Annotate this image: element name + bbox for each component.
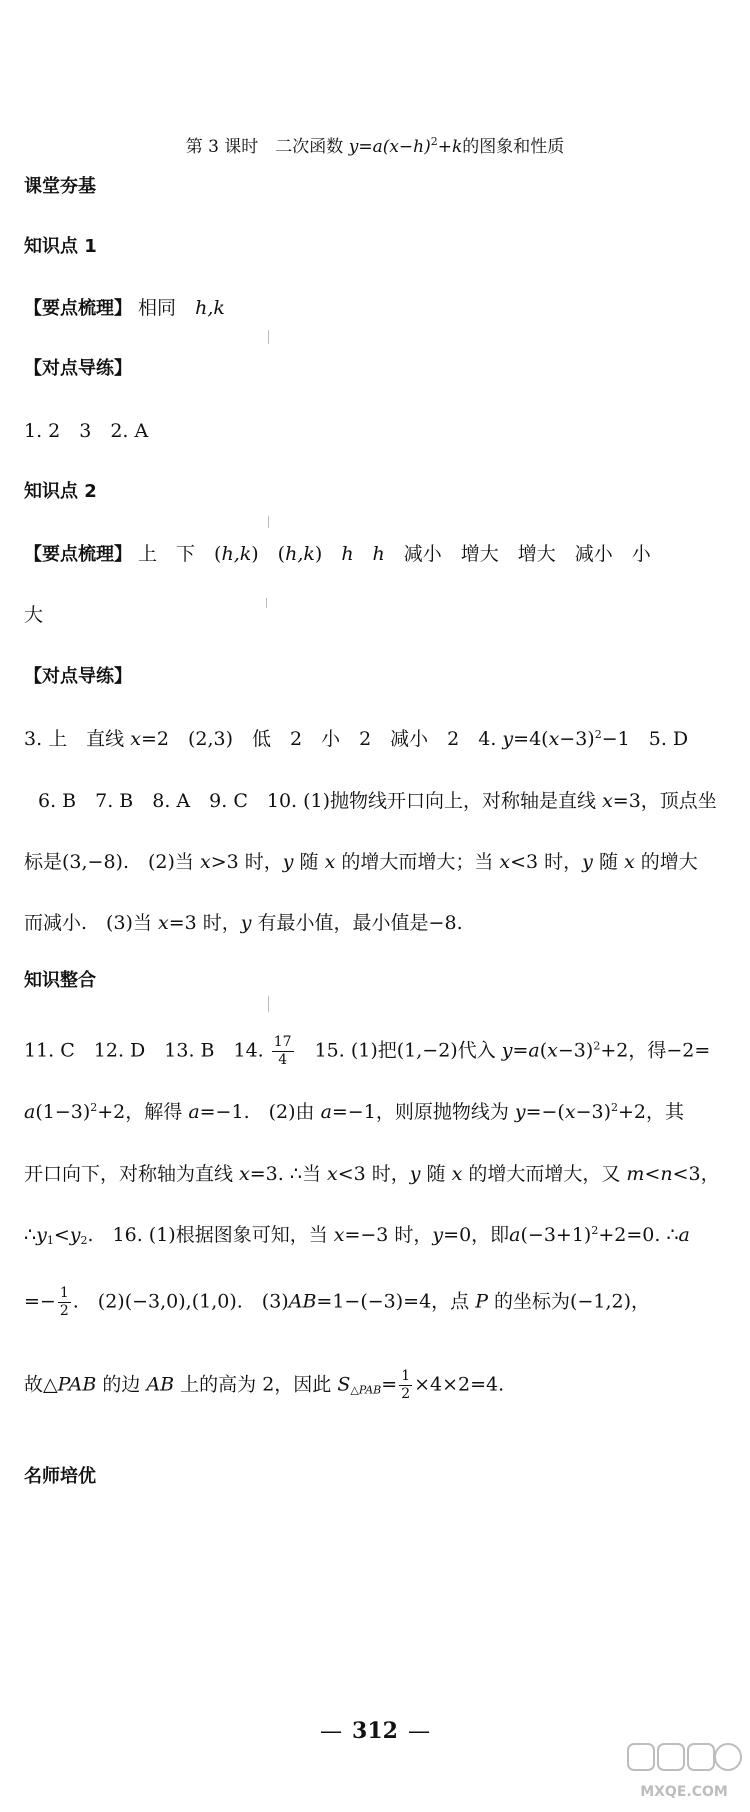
t: x (451, 1163, 463, 1185)
t: 的边 (96, 1373, 147, 1396)
t: +2，解得 (97, 1101, 189, 1123)
summary-label: 【要点梳理】 (24, 298, 132, 319)
kp1-answers: 1. 2 3 2. A (24, 420, 149, 442)
kp2-b: h,k (221, 543, 252, 565)
kp2-d: h,k (285, 543, 315, 565)
t: =3. ∴当 (249, 1163, 327, 1185)
t: 3. 上 直线 (24, 728, 131, 750)
answers-line-15-2 (24, 1097, 684, 1127)
t: = (512, 1039, 529, 1062)
t: y (69, 1224, 81, 1246)
t: 而减小. (3)当 (24, 912, 158, 934)
t: y (409, 1163, 421, 1185)
kp2-c: ) ( (251, 543, 286, 565)
t: a (509, 1224, 521, 1246)
t: AB (288, 1290, 317, 1313)
t: 11. C 12. D 13. B 14. (24, 1039, 270, 1062)
answers-line-6 (38, 786, 717, 816)
page-number-value: 312 (352, 1718, 398, 1744)
t: y (501, 1039, 513, 1062)
t: y (582, 851, 593, 873)
t: n (660, 1163, 673, 1185)
title-text: 第 3 课时 二次函数 (185, 137, 349, 157)
t: x (324, 851, 336, 873)
t: x (326, 1163, 338, 1185)
t: x (333, 1224, 345, 1246)
dash-right: — (407, 1719, 430, 1744)
t: x (548, 728, 560, 750)
lesson-title (0, 132, 750, 157)
t: P (475, 1290, 489, 1313)
t: y (240, 912, 252, 934)
numerator: 1 (59, 1285, 69, 1301)
t: a (24, 1101, 36, 1123)
denominator: 2 (401, 1386, 411, 1402)
kp1-summary (24, 293, 225, 324)
t: ( (539, 1039, 548, 1062)
answers-line-11 (24, 1034, 710, 1069)
t: 有最小值，最小值是−8. (251, 912, 463, 934)
fraction-1-2-b (399, 1368, 412, 1403)
t: 的坐标为(−1,2)， (488, 1290, 651, 1313)
t: x (564, 1101, 576, 1123)
t: y (36, 1224, 47, 1246)
scan-mark (268, 516, 269, 528)
t: ∴ (24, 1224, 37, 1246)
t: < (53, 1224, 70, 1246)
t: =2 (2,3) 低 2 小 2 减小 2 4. (140, 728, 503, 750)
t: =− (24, 1290, 56, 1313)
t: 的增大而增大；当 (335, 851, 500, 873)
kp2-g: 减小 增大 增大 减小 小 (384, 543, 651, 565)
t: x (602, 790, 613, 812)
t: 2 (90, 1101, 98, 1114)
t: 故△ (24, 1373, 58, 1396)
scan-mark (268, 330, 269, 344)
t: 2 (80, 1234, 88, 1247)
t: ×4×2=4. (414, 1373, 505, 1396)
t: 1 (46, 1234, 54, 1247)
t: a (678, 1224, 690, 1246)
answers-line-16 (24, 1220, 690, 1250)
answers-line-15-3 (24, 1159, 720, 1189)
kp2-e: ) (314, 543, 342, 565)
denominator: 4 (278, 1052, 288, 1068)
guided-practice-label-2: 【对点导练】 (24, 666, 132, 687)
title-tail: 的图象和性质 (462, 137, 565, 157)
t: x (130, 728, 141, 750)
t: < (644, 1163, 661, 1185)
t: x (239, 1163, 250, 1185)
t: 随 (293, 851, 325, 873)
t: 2 (591, 1224, 599, 1237)
watermark-text: MXQE.COM (640, 1784, 728, 1800)
t: 6. B 7. B 8. A 9. C 10. (1)抛物线开口向上，对称轴是直线 (38, 790, 603, 812)
t: >3 时， (210, 851, 283, 873)
t: =1−(−3)=4，点 (316, 1290, 476, 1313)
t: =−( (525, 1101, 565, 1123)
t: =0，即 (443, 1224, 510, 1246)
t: 开口向下，对称轴为直线 (24, 1163, 240, 1185)
t: S (337, 1373, 351, 1396)
t: = (381, 1373, 398, 1396)
t: <3， (672, 1163, 720, 1185)
t: 的增大而增大，又 (462, 1163, 627, 1185)
kp2-a: 上 下 ( (138, 543, 222, 565)
summary-label-2: 【要点梳理】 (24, 544, 132, 565)
knowledge-point-1: 知识点 1 (24, 236, 97, 257)
dash-left: — (320, 1719, 343, 1744)
t: y (502, 728, 514, 750)
answers-line-3 (24, 724, 688, 754)
numerator: 17 (273, 1034, 292, 1050)
t: (1−3) (35, 1101, 91, 1123)
section-heading-ketang: 课堂夯基 (24, 176, 96, 197)
t: 2 (594, 728, 602, 741)
t: =4( (513, 728, 549, 750)
title-formula-tail: +k (437, 137, 463, 157)
t: 上的高为 2，因此 (174, 1373, 338, 1396)
t: +2，其 (618, 1101, 685, 1123)
fraction-1-2 (58, 1285, 71, 1320)
t: 标是(3,−8). (2)当 (24, 851, 200, 873)
t: 随 (592, 851, 624, 873)
kp2-summary-continued: 大 (24, 604, 44, 626)
t: y (432, 1224, 444, 1246)
t: −1 5. D (601, 728, 689, 750)
t: AB (146, 1373, 175, 1396)
t: −3) (559, 728, 595, 750)
scan-mark (268, 996, 269, 1012)
scan-mark (266, 598, 267, 608)
kp1-summary-text: 相同 (138, 297, 177, 319)
t: m (626, 1163, 645, 1185)
title-formula: y=a(x−h) (348, 137, 431, 157)
t: x (199, 851, 211, 873)
t: a (320, 1101, 332, 1123)
kp2-summary (24, 539, 651, 570)
t: PAB (57, 1373, 97, 1396)
t: 2 (611, 1101, 618, 1114)
t: a (528, 1039, 540, 1062)
t: =−1. (2)由 (199, 1101, 321, 1123)
t: (−3+1) (520, 1224, 592, 1246)
answers-line-10-3 (24, 908, 463, 938)
t: <3 时， (510, 851, 583, 873)
kp1-summary-hk: h,k (195, 297, 225, 319)
guided-practice-label-1: 【对点导练】 (24, 358, 132, 379)
t: x (499, 851, 511, 873)
t: 随 (420, 1163, 452, 1185)
t: =−1，则原抛物线为 (331, 1101, 515, 1123)
t: 的增大 (634, 851, 698, 873)
t: −3) (557, 1039, 594, 1062)
t: x (158, 912, 169, 934)
denominator: 2 (59, 1303, 69, 1319)
t: x (547, 1039, 558, 1062)
fraction-17-4 (272, 1034, 294, 1069)
t: x (624, 851, 635, 873)
t: y (514, 1101, 526, 1123)
t: . (2)(−3,0),(1,0). (3) (72, 1290, 289, 1313)
t: +2，得−2= (600, 1039, 711, 1062)
watermark-logo (624, 1736, 744, 1806)
answers-line-16-2 (24, 1285, 650, 1320)
section-heading-peiyou: 名师培优 (24, 1466, 96, 1487)
t: +2=0. ∴ (598, 1224, 679, 1246)
t: a (188, 1101, 200, 1123)
answers-line-16-3 (24, 1368, 504, 1403)
t: 15. (1)把(1,−2)代入 (295, 1039, 502, 1062)
t: =3 时， (168, 912, 241, 934)
t: 2 (593, 1039, 601, 1053)
knowledge-point-2: 知识点 2 (24, 481, 97, 502)
title-exponent: 2 (430, 135, 438, 148)
kp2-f: h h (341, 543, 385, 565)
t: △PAB (350, 1383, 382, 1397)
answers-line-10-2 (24, 847, 698, 877)
t: =3，顶点坐 (612, 790, 717, 812)
t: <3 时， (337, 1163, 410, 1185)
t: −3) (575, 1101, 611, 1123)
numerator: 1 (401, 1368, 411, 1384)
t: y (282, 851, 294, 873)
t: . 16. (1)根据图象可知，当 (87, 1224, 334, 1246)
section-heading-zhenghe: 知识整合 (24, 970, 96, 991)
t: =−3 时， (344, 1224, 433, 1246)
